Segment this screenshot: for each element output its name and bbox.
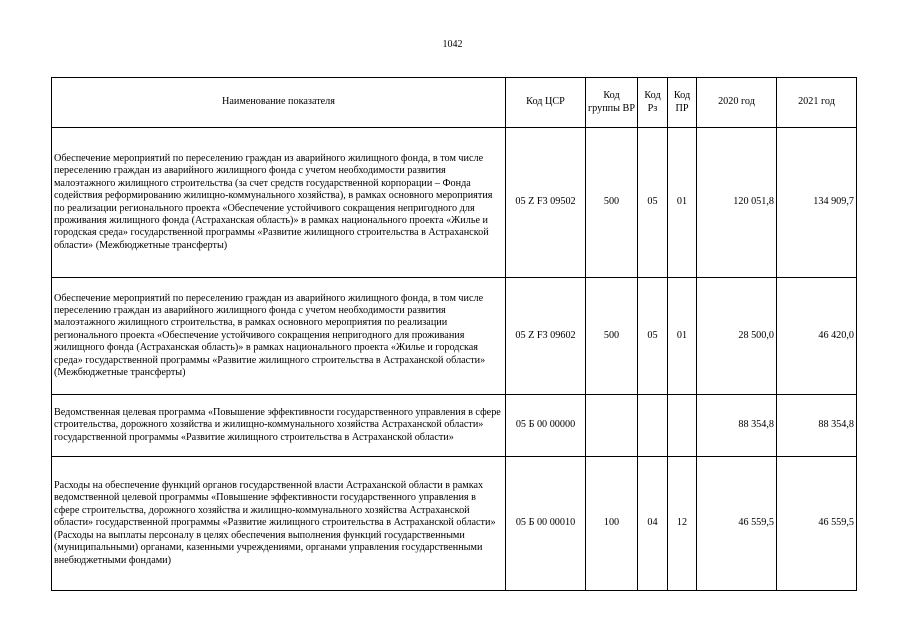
- page-number: 1042: [442, 39, 463, 50]
- header-vr-group-code: Код группы ВР: [586, 78, 638, 128]
- row-csr-code: 05 Б 00 00000: [506, 395, 586, 457]
- row-csr-code: 05 Б 00 00010: [506, 457, 586, 591]
- row-amount-2020: 46 559,5: [697, 457, 777, 591]
- header-rz-code: Код Рз: [638, 78, 668, 128]
- header-year-2020: 2020 год: [697, 78, 777, 128]
- row-amount-2020: 120 051,8: [697, 128, 777, 278]
- row-pr-code: 12: [668, 457, 697, 591]
- table-header-row: [52, 78, 857, 128]
- row-rz-code: 05: [638, 128, 668, 278]
- row-indicator-name: Обеспечение мероприятий по переселению граждан из аварийного жилищного фонда, в том числе переселению граждан из аварийного жилищного фонда с учетом необходимости развития малоэтажного жилищного строительства, в рамках основного мероприятия по реализации регионального проекта «Обеспечение устойчивого сокращения непригодного для проживания жилищного фонда (Астраханская область)» в рамках национального проекта «Жилье и городская среда» государственной программы «Развитие жилищного строительства в Астраханской области» (Межбюджетные трансферты): [52, 278, 506, 395]
- row-pr-code: [668, 395, 697, 457]
- table-row: [52, 457, 857, 591]
- row-vr-code: 500: [586, 128, 638, 278]
- header-year-2021: 2021 год: [777, 78, 857, 128]
- row-amount-2021: 46 559,5: [777, 457, 857, 591]
- header-indicator-name: Наименование показателя: [52, 78, 506, 128]
- row-vr-code: 100: [586, 457, 638, 591]
- row-amount-2021: 88 354,8: [777, 395, 857, 457]
- header-pr-code: Код ПР: [668, 78, 697, 128]
- row-pr-code: 01: [668, 278, 697, 395]
- row-rz-code: 04: [638, 457, 668, 591]
- row-amount-2021: 134 909,7: [777, 128, 857, 278]
- budget-table: [51, 77, 857, 591]
- header-csr-code: Код ЦСР: [506, 78, 586, 128]
- table-row: [52, 395, 857, 457]
- row-csr-code: 05 Z F3 09602: [506, 278, 586, 395]
- row-amount-2020: 28 500,0: [697, 278, 777, 395]
- row-vr-code: 500: [586, 278, 638, 395]
- row-indicator-name: Ведомственная целевая программа «Повышение эффективности государственного управления в сфере строительства, дорожного хозяйства и жилищно-коммунального хозяйства Астраханской области» государственной программы «Развитие жилищного строительства в Астраханской области»: [52, 395, 506, 457]
- row-indicator-name: Расходы на обеспечение функций органов государственной власти Астраханской области в рамках ведомственной целевой программы «Повышение эффективности государственного управления в сфере строительства, дорожного хозяйства и жилищно-коммунального хозяйства Астраханской области» государственной программы «Развитие жилищного строительства в Астраханской области» (Расходы на выплаты персоналу в целях обеспечения выполнения функций государственными (муниципальными) органами, казенными учреждениями, органами управления государственными внебюджетными фондами): [52, 457, 506, 591]
- table-row: [52, 128, 857, 278]
- row-csr-code: 05 Z F3 09502: [506, 128, 586, 278]
- row-vr-code: [586, 395, 638, 457]
- row-rz-code: 05: [638, 278, 668, 395]
- table-row: [52, 278, 857, 395]
- row-pr-code: 01: [668, 128, 697, 278]
- row-rz-code: [638, 395, 668, 457]
- row-amount-2020: 88 354,8: [697, 395, 777, 457]
- row-indicator-name: Обеспечение мероприятий по переселению граждан из аварийного жилищного фонда, в том числе переселению граждан из аварийного жилищного фонда с учетом необходимости развития малоэтажного жилищного строительства (за счет средств государственной корпорации – Фонда содействия реформированию жилищно-коммунального хозяйства), в рамках основного мероприятия по реализации регионального проекта «Обеспечение устойчивого сокращения непригодного для проживания жилищного фонда (Астраханская область)» в рамках национального проекта «Жилье и городская среда» государственной программы «Развитие жилищного строительства в Астраханской области» (Межбюджетные трансферты): [52, 128, 506, 278]
- row-amount-2021: 46 420,0: [777, 278, 857, 395]
